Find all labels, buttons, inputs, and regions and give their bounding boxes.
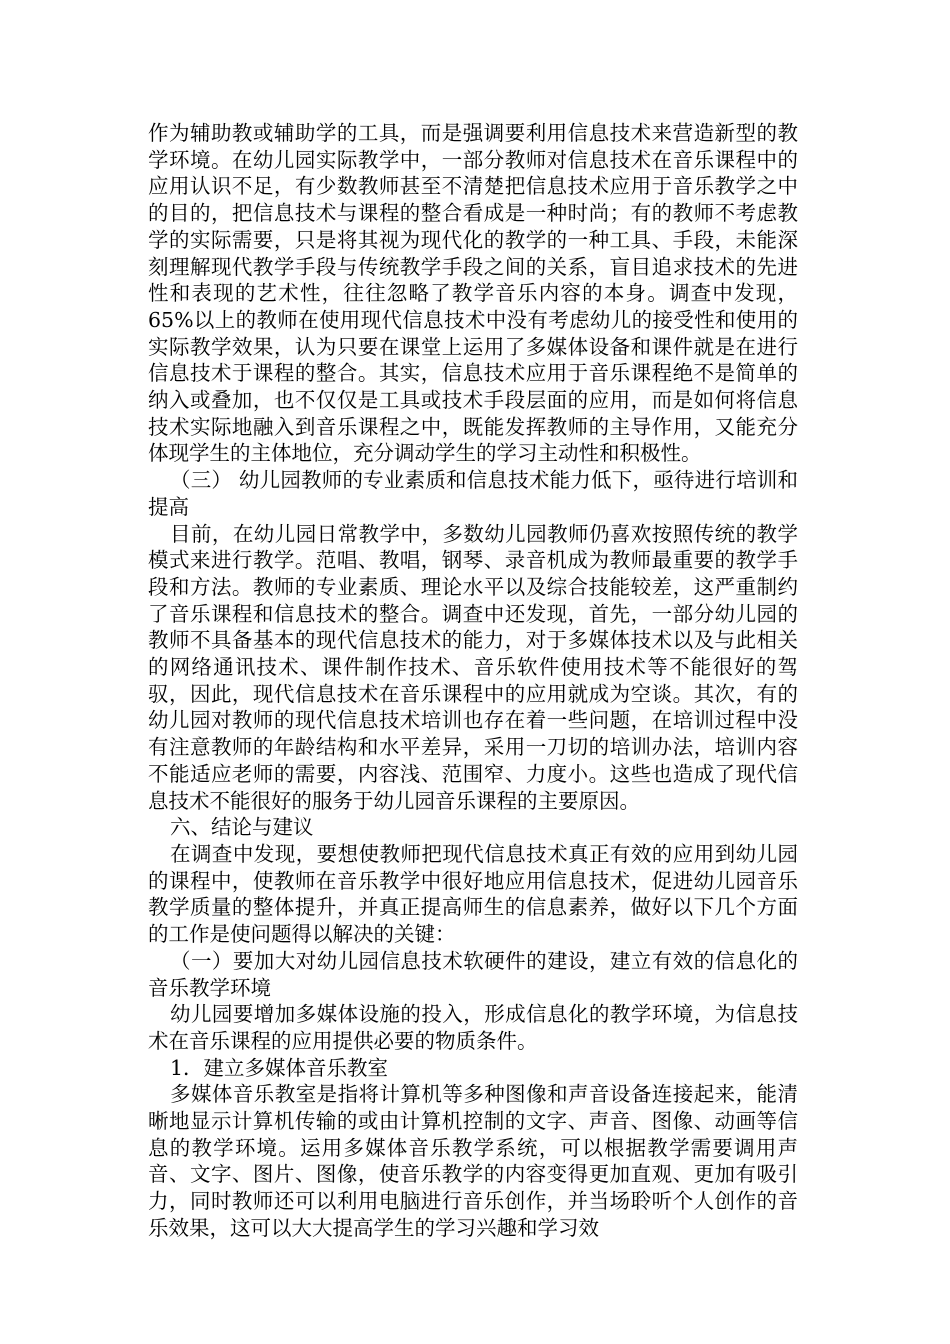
section-heading-1: （一）要加大对幼儿园信息技术软硬件的建设，建立有效的信息化的音乐教学环境 — [148, 948, 798, 1000]
paragraph: 多媒体音乐教室是指将计算机等多种图像和声音设备连接起来，能清晰地显示计算机传输的或由计算机控制的文字、声音、图像、动画等信息的教学环境。运用多媒体音乐教学系统，可以根据教学需要调用声音、文字、图片、图像，使音乐教学的内容变得更加直观、更加有吸引力，同时教师还可以利用电脑进行音乐创作，并当场聆听个人创作的音乐效果，这可以大大提高学生的学习兴趣和学习效 — [148, 1082, 798, 1240]
section-heading-3: （三） 幼儿园教师的专业素质和信息技术能力低下，亟待进行培训和提高 — [148, 468, 798, 519]
paragraph: 在调查中发现，要想使教师把现代信息技术真正有效的应用到幼儿园的课程中，使教师在音乐教学中很好地应用信息技术，促进幼儿园音乐教学质量的整体提升，并真正提高师生的信息素养，做好以下几个方面的工作是使问题得以解决的关键： — [148, 841, 798, 947]
document-body — [148, 120, 798, 1242]
paragraph: 幼儿园要增加多媒体设施的投入，形成信息化的教学环境，为信息技术在音乐课程的应用提供必要的物质条件。 — [148, 1002, 798, 1053]
paragraph: 目前，在幼儿园日常教学中，多数幼儿园教师仍喜欢按照传统的教学模式来进行教学。范唱、教唱，钢琴、录音机成为教师最重要的教学手段和方法。教师的专业素质、理论水平以及综合技能较差，这严重制约了音乐课程和信息技术的整合。调查中还发现，首先，一部分幼儿园的教师不具备基本的现代信息技术的能力，对于多媒体技术以及与此相关的网络通讯技术、课件制作技术、音乐软件使用技术等不能很好的驾驭，因此，现代信息技术在音乐课程中的应用就成为空谈。其次，有的幼儿园对教师的现代信息技术培训也存在着一些问题，在培训过程中没有注意教师的年龄结构和水平差异，采用一刀切的培训办法，培训内容不能适应老师的需要，内容浅、范围窄、力度小。这些也造成了现代信息技术不能很好的服务于幼儿园音乐课程的主要原因。 — [148, 521, 798, 813]
chapter-heading-6: 六、结论与建议 — [170, 815, 314, 840]
subsection-heading-1: 1．建立多媒体音乐教室 — [170, 1055, 389, 1080]
paragraph-continuation: 作为辅助教或辅助学的工具，而是强调要利用信息技术来营造新型的教学环境。在幼儿园实际教学中，一部分教师对信息技术在音乐课程中的应用认识不足，有少数教师甚至不清楚把信息技术应用于音乐教学之中的目的，把信息技术与课程的整合看成是一种时尚；有的教师不考虑教学的实际需要，只是将其视为现代化的教学的一种工具、手段，未能深刻理解现代教学手段与传统教学手段之间的关系，盲目追求技术的先进性和表现的艺术性，往往忽略了教学音乐内容的本身。调查中发现，65%以上的教师在使用现代信息技术中没有考虑幼儿的接受性和使用的实际教学效果，认为只要在课堂上运用了多媒体设备和课件就是在进行信息技术于课程的整合。其实，信息技术应用于音乐课程绝不是简单的纳入或叠加，也不仅仅是工具或技术手段层面的应用，而是如何将信息技术实际地融入到音乐课程之中，既能发挥教师的主导作用，又能充分体现学生的主体地位，充分调动学生的学习主动性和积极性。 — [148, 121, 798, 466]
